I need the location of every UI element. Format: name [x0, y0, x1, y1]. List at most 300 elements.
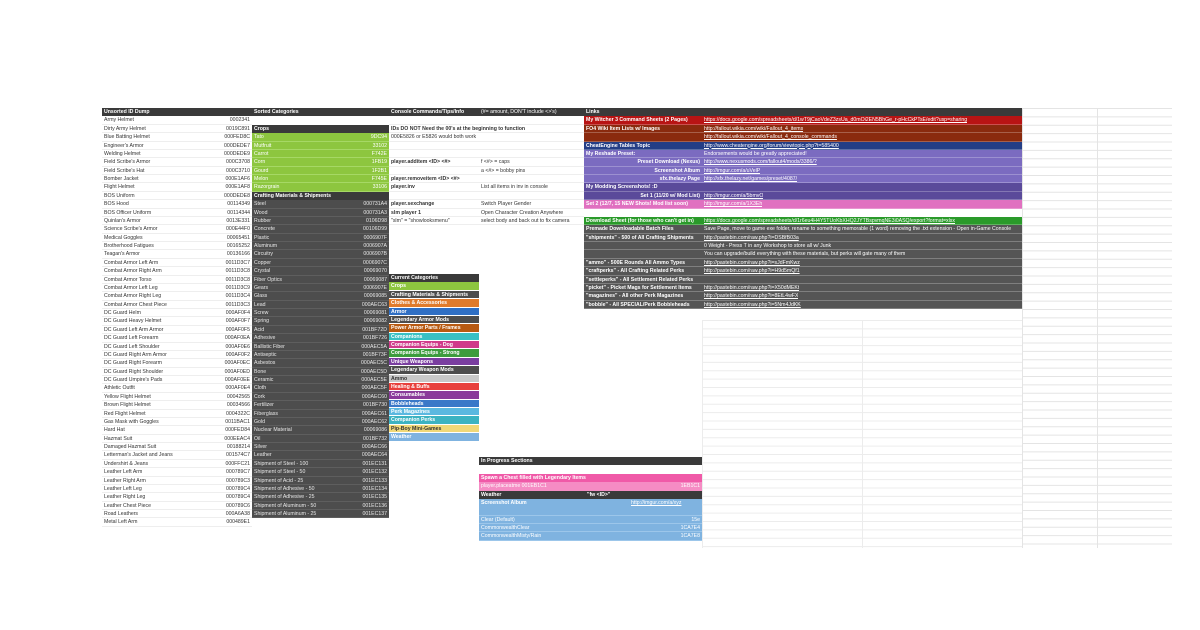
item-name[interactable]: Combat Armor Right Arm — [104, 268, 162, 275]
material-row[interactable] — [252, 359, 389, 367]
material-row[interactable] — [252, 242, 389, 250]
category-row[interactable]: Companion Equips - Strong — [389, 349, 479, 357]
category-row[interactable]: Perk Magazines — [389, 408, 479, 416]
crop-row[interactable] — [252, 142, 389, 150]
material-name[interactable]: Crystal — [254, 268, 271, 275]
unsorted-row[interactable] — [102, 234, 252, 242]
unsorted-row[interactable] — [102, 518, 252, 526]
material-row[interactable] — [252, 493, 389, 501]
material-id[interactable]: 001BF73F — [362, 351, 387, 358]
category-row[interactable]: Companion Perks — [389, 416, 479, 424]
material-name[interactable]: Shipment of Acid - 25 — [254, 477, 304, 484]
material-id[interactable]: 000AEC64 — [361, 452, 387, 459]
material-row[interactable] — [252, 485, 389, 493]
item-name[interactable]: Teagan's Armor — [104, 251, 140, 258]
category-row[interactable]: Clothes & Accessories — [389, 299, 479, 307]
item-id[interactable]: 00065451 — [226, 234, 250, 241]
link-row[interactable] — [584, 133, 1022, 141]
unsorted-row[interactable] — [102, 334, 252, 342]
weather-row[interactable] — [479, 524, 702, 532]
weather-name[interactable]: Clear (Default) — [481, 516, 515, 523]
material-id[interactable]: 000AEC5D — [361, 368, 387, 375]
item-name[interactable]: BOS Uniform — [104, 192, 135, 199]
weather-id[interactable]: 1CA7E8 — [680, 533, 700, 540]
material-id[interactable]: 0006907E — [363, 284, 387, 291]
material-name[interactable]: Screw — [254, 310, 269, 316]
unsorted-row[interactable] — [102, 192, 252, 200]
crop-id[interactable]: 33106 — [372, 184, 387, 191]
unsorted-row[interactable] — [102, 150, 252, 158]
link-url[interactable]: http://pastebin.com/raw.php?i=X50dMEKt — [704, 284, 800, 291]
item-id[interactable]: 000C3708 — [226, 159, 250, 166]
unsorted-row[interactable] — [102, 242, 252, 250]
material-name[interactable]: Shipment of Steel - 50 — [254, 469, 306, 476]
link-row[interactable] — [584, 192, 1022, 200]
material-row[interactable] — [252, 468, 389, 476]
material-row[interactable] — [252, 284, 389, 292]
spawn-chest-row[interactable]: Spawn a Chest filled with Legendary Items — [479, 474, 702, 482]
item-name[interactable]: BOS Officer Uniform — [104, 209, 152, 216]
item-id[interactable]: 000789C4 — [226, 485, 250, 492]
item-name[interactable]: Medical Goggles — [104, 234, 143, 241]
slm2-note[interactable]: select body and back out to fix camera — [481, 217, 570, 224]
item-name[interactable]: Yellow Flight Helmet — [104, 393, 151, 400]
category-row[interactable]: Armor — [389, 308, 479, 316]
spawn-chest-command-row[interactable] — [479, 482, 702, 490]
item-name[interactable]: DC Guard Left Shoulder — [104, 343, 160, 350]
link-note[interactable]: 0 Weight - Press T in any Workshop to store all w/ Junk — [704, 243, 832, 249]
item-id[interactable]: 00165252 — [226, 243, 250, 249]
link-url[interactable]: http://pastebin.com/raw.php?i=8EtL4wFX — [704, 293, 799, 300]
crop-name[interactable]: Corn — [254, 159, 266, 166]
link-row[interactable] — [584, 175, 1022, 183]
unsorted-row[interactable] — [102, 125, 252, 133]
material-id[interactable]: 001BF732 — [363, 435, 387, 442]
unsorted-row[interactable] — [102, 292, 252, 300]
link-row[interactable] — [584, 142, 1022, 150]
item-id[interactable]: 000AF0F7 — [225, 318, 250, 325]
item-id[interactable]: 000DEDE7 — [224, 142, 250, 149]
category-row[interactable]: Consumables — [389, 391, 479, 399]
link-row[interactable] — [584, 158, 1022, 166]
item-name[interactable]: Athletic Outfit — [104, 385, 135, 392]
material-id[interactable]: 0106D98 — [365, 217, 387, 224]
category-row[interactable]: Unique Weapons — [389, 358, 479, 366]
material-row[interactable] — [252, 477, 389, 485]
unsorted-row[interactable] — [102, 493, 252, 501]
item-id[interactable]: 000E1AF8 — [225, 184, 250, 191]
unsorted-row[interactable] — [102, 158, 252, 166]
material-id[interactable]: 001EC136 — [362, 502, 387, 509]
unsorted-row[interactable] — [102, 359, 252, 367]
item-id[interactable]: 00136166 — [226, 251, 250, 258]
sexchange-command[interactable]: player.sexchange — [391, 201, 435, 208]
unsorted-row[interactable] — [102, 326, 252, 334]
link-row[interactable] — [584, 267, 1022, 275]
link-url[interactable]: http://pastebin.com/raw.php?i=DSBfB03a — [704, 234, 799, 241]
crop-name[interactable]: Mutfruit — [254, 142, 272, 149]
material-id[interactable]: 000AEC66 — [361, 444, 387, 450]
material-name[interactable]: Cloth — [254, 385, 267, 392]
material-id[interactable]: 001EC135 — [362, 494, 387, 501]
item-id[interactable]: 000789C7 — [226, 469, 250, 476]
link-row[interactable] — [584, 250, 1022, 258]
item-name[interactable]: Brotherhood Fatigues — [104, 243, 154, 249]
weather-name[interactable]: CommonwealthMisty/Rain — [481, 533, 542, 540]
item-name[interactable]: Red Flight Helmet — [104, 410, 146, 417]
material-id[interactable]: 000AEC61 — [361, 410, 387, 417]
sexchange-note[interactable]: Switch Player Gender — [481, 201, 532, 208]
item-name[interactable]: Combat Armor Torso — [104, 276, 152, 283]
item-id[interactable]: 000AF0ED — [224, 368, 250, 375]
material-row[interactable] — [252, 510, 389, 518]
link-url[interactable]: http://fallout.wikia.com/wiki/Fallout_4_console_commands — [704, 134, 837, 141]
item-name[interactable]: Gas Mask with Goggles — [104, 418, 159, 425]
material-id[interactable]: 00069087 — [363, 276, 387, 283]
material-row[interactable] — [252, 418, 389, 426]
unsorted-row[interactable] — [102, 259, 252, 267]
crop-row[interactable] — [252, 158, 389, 166]
material-id[interactable]: 0006907B — [363, 251, 387, 258]
link-url[interactable]: http://pastebin.com/raw.php?i=sJdFmKwz — [704, 259, 800, 266]
item-id[interactable]: 000AF0F2 — [225, 351, 250, 358]
material-id[interactable]: 001EC131 — [362, 460, 387, 467]
item-id[interactable]: 000AF0F5 — [225, 326, 250, 333]
additem-note-2[interactable]: a <#> = bobby pins — [481, 167, 526, 174]
material-name[interactable]: Ballistic Fiber — [254, 343, 285, 350]
material-id[interactable]: 000AEC60 — [361, 393, 387, 400]
unsorted-row[interactable] — [102, 460, 252, 468]
item-name[interactable]: Quinlan's Armor — [104, 217, 141, 224]
material-name[interactable]: Fiberglass — [254, 410, 278, 417]
link-url[interactable]: http://www.cheatengine.org/forum/viewtopic.php?t=585400 — [704, 142, 839, 149]
additem-note-1[interactable]: f <#> = caps — [481, 159, 510, 166]
link-url[interactable]: http://sfx.thelazy.net/games/preset/4087/ — [704, 176, 798, 182]
material-id[interactable]: 000AEC5C — [361, 360, 387, 367]
item-name[interactable]: Engineer's Armor — [104, 142, 144, 149]
item-id[interactable]: 000AF0F4 — [225, 310, 250, 316]
item-name[interactable]: Leather Chest Piece — [104, 502, 152, 509]
link-row[interactable] — [584, 167, 1022, 175]
category-row[interactable]: Crops — [389, 282, 479, 290]
material-row[interactable] — [252, 451, 389, 459]
link-row[interactable] — [584, 125, 1022, 133]
unsorted-row[interactable] — [102, 410, 252, 418]
item-id[interactable]: 0011D3C8 — [225, 268, 250, 275]
crop-id[interactable]: 9DC94 — [370, 134, 387, 141]
material-row[interactable] — [252, 368, 389, 376]
material-name[interactable]: Shipment of Steel - 100 — [254, 460, 309, 467]
material-row[interactable] — [252, 317, 389, 325]
item-id[interactable]: 0011D3C8 — [225, 276, 250, 283]
material-id[interactable]: 000AEC5F — [361, 385, 387, 392]
unsorted-row[interactable] — [102, 418, 252, 426]
material-name[interactable]: Antiseptic — [254, 351, 277, 358]
link-note[interactable]: Save Page, move to game exe folder, rename to something memorable (1 word) removing the .txt extension - Open in-Game Console — [704, 226, 1012, 233]
unsorted-row[interactable] — [102, 317, 252, 325]
item-name[interactable]: Combat Armor Right Leg — [104, 293, 162, 300]
unsorted-row[interactable] — [102, 502, 252, 510]
material-id[interactable]: 0006907C — [363, 259, 387, 266]
removeitem-command[interactable]: player.removeitem <ID> <#> — [389, 175, 702, 183]
weather-id[interactable]: 1CA7E4 — [680, 525, 700, 531]
crop-name[interactable]: Razorgrain — [254, 184, 280, 191]
item-id[interactable]: 0011BAC1 — [225, 418, 250, 425]
category-row[interactable]: Power Armor Parts / Frames — [389, 324, 479, 332]
item-id[interactable]: 000AF0EA — [224, 335, 250, 342]
link-row[interactable] — [584, 284, 1022, 292]
category-row[interactable]: Legendary Armor Mods — [389, 316, 479, 324]
unsorted-row[interactable] — [102, 351, 252, 359]
link-row[interactable] — [584, 150, 1022, 158]
material-id[interactable]: 001EC132 — [362, 469, 387, 476]
material-id[interactable]: 0006907A — [363, 243, 387, 249]
item-id[interactable]: 000E1AF6 — [225, 176, 250, 182]
unsorted-row[interactable] — [102, 301, 252, 309]
category-row[interactable]: Weather — [389, 433, 479, 441]
unsorted-row[interactable] — [102, 384, 252, 392]
unsorted-row[interactable] — [102, 209, 252, 217]
item-name[interactable]: Welding Helmet — [104, 150, 141, 157]
material-name[interactable]: Adhesive — [254, 335, 276, 342]
material-row[interactable] — [252, 276, 389, 284]
unsorted-row[interactable] — [102, 426, 252, 434]
item-name[interactable]: DC Guard Left Forearm — [104, 335, 159, 342]
material-row[interactable] — [252, 292, 389, 300]
material-row[interactable] — [252, 234, 389, 242]
link-row[interactable] — [584, 217, 1022, 225]
material-row[interactable] — [252, 301, 389, 309]
material-name[interactable]: Leather — [254, 452, 272, 459]
material-id[interactable]: 0006907F — [363, 234, 387, 241]
material-id[interactable]: 000AEC5E — [361, 377, 387, 383]
unsorted-row[interactable] — [102, 468, 252, 476]
item-id[interactable]: 0011D3C9 — [225, 284, 250, 291]
unsorted-row[interactable] — [102, 401, 252, 409]
link-url[interactable]: http://imgur.com/a/uVelP — [704, 167, 761, 174]
item-id[interactable]: 0019C891 — [226, 125, 250, 132]
link-row[interactable] — [584, 183, 1022, 191]
link-note[interactable]: Endorsements would be greatly appreciated! — [704, 150, 807, 157]
material-id[interactable]: 001EC133 — [362, 477, 387, 484]
material-name[interactable]: Bone — [254, 368, 267, 375]
category-row[interactable]: Legendary Weapon Mods — [389, 366, 479, 374]
weather-row[interactable] — [479, 507, 702, 515]
item-id[interactable]: 000DEDE8 — [224, 192, 250, 199]
material-name[interactable]: Gold — [254, 418, 265, 425]
material-row[interactable] — [252, 267, 389, 275]
item-id[interactable]: 0004322C — [226, 410, 250, 417]
weather-id[interactable]: 15e — [691, 516, 700, 523]
link-url[interactable]: https://docs.google.com/spreadsheets/d/1wT9jCaoVdeZ3zsUa_d0mOi2EN5BhGe_r-pHcCkPTsE/edit?usp=sharing — [704, 117, 968, 124]
material-name[interactable]: Cork — [254, 393, 265, 400]
weather-row[interactable] — [479, 516, 702, 524]
item-id[interactable]: 000FFC21 — [225, 460, 250, 467]
category-row[interactable]: Companions — [389, 333, 479, 341]
unsorted-row[interactable] — [102, 200, 252, 208]
link-row[interactable] — [584, 242, 1022, 250]
crops-header[interactable]: Crops — [252, 125, 389, 133]
crop-row[interactable] — [252, 133, 389, 141]
unsorted-row[interactable] — [102, 284, 252, 292]
console-tip-2[interactable]: 000E5826 or E5826 would both work — [389, 133, 702, 141]
unsorted-row[interactable] — [102, 133, 252, 141]
material-name[interactable]: Shipment of Adhesive - 50 — [254, 485, 315, 492]
console-tip[interactable]: IDs DO NOT Need the 00's at the beginning to function — [389, 125, 702, 133]
material-row[interactable] — [252, 343, 389, 351]
item-id[interactable]: 0011D3C3 — [225, 301, 250, 308]
item-id[interactable]: 000A6A38 — [225, 511, 250, 517]
material-row[interactable] — [252, 393, 389, 401]
link-row[interactable] — [584, 200, 1022, 208]
material-id[interactable]: 001BF730 — [363, 402, 387, 409]
link-row[interactable] — [584, 234, 1022, 242]
link-row[interactable] — [584, 276, 1022, 284]
item-id[interactable]: 0002341 — [229, 117, 250, 124]
category-row[interactable]: Pip-Boy Mini-Games — [389, 425, 479, 433]
material-name[interactable]: Acid — [254, 326, 265, 333]
unsorted-row[interactable] — [102, 276, 252, 284]
material-row[interactable] — [252, 309, 389, 317]
material-row[interactable] — [252, 200, 389, 208]
item-name[interactable]: Letterman's Jacket and Jeans — [104, 452, 173, 459]
weather-row[interactable] — [479, 532, 702, 540]
category-row[interactable]: Companion Equips - Dog — [389, 341, 479, 349]
item-id[interactable]: 0011D3C7 — [225, 259, 250, 266]
crop-name[interactable]: Gourd — [254, 167, 269, 174]
link-note[interactable] — [700, 209, 704, 217]
material-id[interactable]: 000AEC5A — [361, 343, 387, 350]
unsorted-row[interactable] — [102, 183, 252, 191]
item-id[interactable]: 000EEAC4 — [224, 435, 250, 442]
item-id[interactable]: 000FED84 — [225, 427, 250, 434]
unsorted-row[interactable] — [102, 250, 252, 258]
unsorted-row[interactable] — [102, 368, 252, 376]
material-row[interactable] — [252, 410, 389, 418]
material-id[interactable]: 00069082 — [363, 318, 387, 325]
material-name[interactable]: Gears — [254, 284, 269, 291]
item-name[interactable]: Leather Left Leg — [104, 485, 142, 492]
material-row[interactable] — [252, 435, 389, 443]
material-name[interactable]: Shipment of Aluminum - 25 — [254, 511, 317, 517]
crop-id[interactable]: 1F2B1 — [371, 167, 387, 174]
material-name[interactable]: Shipment of Aluminum - 50 — [254, 502, 317, 509]
item-name[interactable]: Field Scribe's Armor — [104, 159, 151, 166]
unsorted-row[interactable] — [102, 376, 252, 384]
crop-row[interactable] — [252, 183, 389, 191]
item-name[interactable]: DC Guard Left Arm Armor — [104, 326, 164, 333]
item-id[interactable]: 0011D3C4 — [225, 293, 250, 300]
material-row[interactable] — [252, 334, 389, 342]
screenshot-album-link[interactable]: http://imgur.com/a/xyz — [631, 499, 682, 506]
crop-id[interactable]: 1FB19 — [371, 159, 387, 166]
unsorted-row[interactable] — [102, 510, 252, 518]
item-id[interactable]: 00114344 — [227, 209, 250, 216]
item-id[interactable]: 0013E331 — [226, 217, 250, 224]
material-row[interactable] — [252, 376, 389, 384]
link-row[interactable] — [584, 301, 1022, 309]
link-note[interactable]: You can upgrade/build everything with these materials, but perks will gate many of them — [704, 251, 906, 258]
material-row[interactable] — [252, 351, 389, 359]
material-row[interactable] — [252, 426, 389, 434]
unsorted-row[interactable] — [102, 116, 252, 124]
material-name[interactable]: Fiber Optics — [254, 276, 282, 283]
item-name[interactable]: Road Leathers — [104, 511, 139, 517]
material-name[interactable]: Steel — [254, 201, 266, 208]
item-id[interactable]: 001574C7 — [226, 452, 250, 459]
crop-id[interactable]: 33102 — [372, 142, 387, 149]
crop-row[interactable] — [252, 167, 389, 175]
material-id[interactable]: 000731A4 — [363, 201, 387, 208]
item-id[interactable]: 000789C4 — [226, 494, 250, 501]
material-row[interactable] — [252, 209, 389, 217]
unsorted-row[interactable] — [102, 435, 252, 443]
screenshot-album-row[interactable] — [479, 499, 702, 507]
unsorted-row[interactable] — [102, 477, 252, 485]
material-name[interactable]: Concrete — [254, 226, 276, 233]
unsorted-row[interactable] — [102, 175, 252, 183]
material-name[interactable]: Wood — [254, 209, 268, 216]
unsorted-row[interactable] — [102, 225, 252, 233]
material-id[interactable]: 001EC134 — [362, 485, 387, 492]
material-id[interactable]: 000731A3 — [363, 209, 387, 216]
material-id[interactable]: 001BF72D — [362, 326, 387, 333]
unsorted-row[interactable] — [102, 309, 252, 317]
item-name[interactable]: Combat Armor Left Leg — [104, 284, 158, 291]
crop-name[interactable]: Carrot — [254, 150, 269, 157]
item-name[interactable]: Bomber Jacket — [104, 176, 139, 182]
material-id[interactable]: 001BF726 — [363, 335, 387, 342]
item-name[interactable]: Flight Helmet — [104, 184, 135, 191]
item-name[interactable]: Brown Flight Helmet — [104, 402, 151, 409]
link-url[interactable]: http://www.nexusmods.com/fallout4/mods/3386/? — [704, 159, 817, 166]
crop-id[interactable]: F742E — [371, 150, 387, 157]
item-name[interactable]: Dirty Army Helmet — [104, 125, 146, 132]
link-row[interactable] — [584, 209, 1022, 217]
link-row[interactable] — [584, 225, 1022, 233]
item-name[interactable]: Damaged Hazmat Suit — [104, 444, 157, 450]
item-id[interactable]: 000AF0EC — [224, 360, 250, 367]
link-url[interactable]: http://imgur.com/a/1X3Eh — [704, 201, 763, 208]
spawn-chest-command[interactable]: player.placeatme 001EB1C1 — [481, 483, 547, 490]
item-id[interactable]: 000E44F0 — [226, 226, 250, 233]
item-id[interactable]: 000789C6 — [226, 502, 250, 509]
material-row[interactable] — [252, 460, 389, 468]
category-row[interactable]: Healing & Buffs — [389, 383, 479, 391]
inv-command[interactable]: player.inv — [391, 184, 415, 191]
material-name[interactable]: Nuclear Material — [254, 427, 292, 434]
material-row[interactable] — [252, 384, 389, 392]
item-name[interactable]: Field Scribe's Hat — [104, 167, 145, 174]
material-name[interactable]: Rubber — [254, 217, 272, 224]
item-name[interactable]: Combat Armor Left Arm — [104, 259, 159, 266]
crop-name[interactable]: Melon — [254, 176, 269, 182]
material-row[interactable] — [252, 250, 389, 258]
crop-row[interactable] — [252, 150, 389, 158]
link-note[interactable] — [700, 276, 704, 283]
item-id[interactable]: 000AF0E4 — [225, 385, 250, 392]
additem-command[interactable]: player.additem <ID> <#> — [391, 159, 451, 166]
material-name[interactable]: Plastic — [254, 234, 270, 241]
item-name[interactable]: Combat Armor Chest Piece — [104, 301, 167, 308]
spawn-chest-id[interactable]: 1EB1C1 — [680, 483, 700, 490]
unsorted-row[interactable] — [102, 267, 252, 275]
link-row[interactable] — [584, 292, 1022, 300]
material-id[interactable]: 000AEC63 — [361, 301, 387, 308]
unsorted-row[interactable] — [102, 393, 252, 401]
item-id[interactable]: 00042565 — [226, 393, 250, 400]
item-name[interactable]: Blue Batting Helmet — [104, 134, 150, 141]
